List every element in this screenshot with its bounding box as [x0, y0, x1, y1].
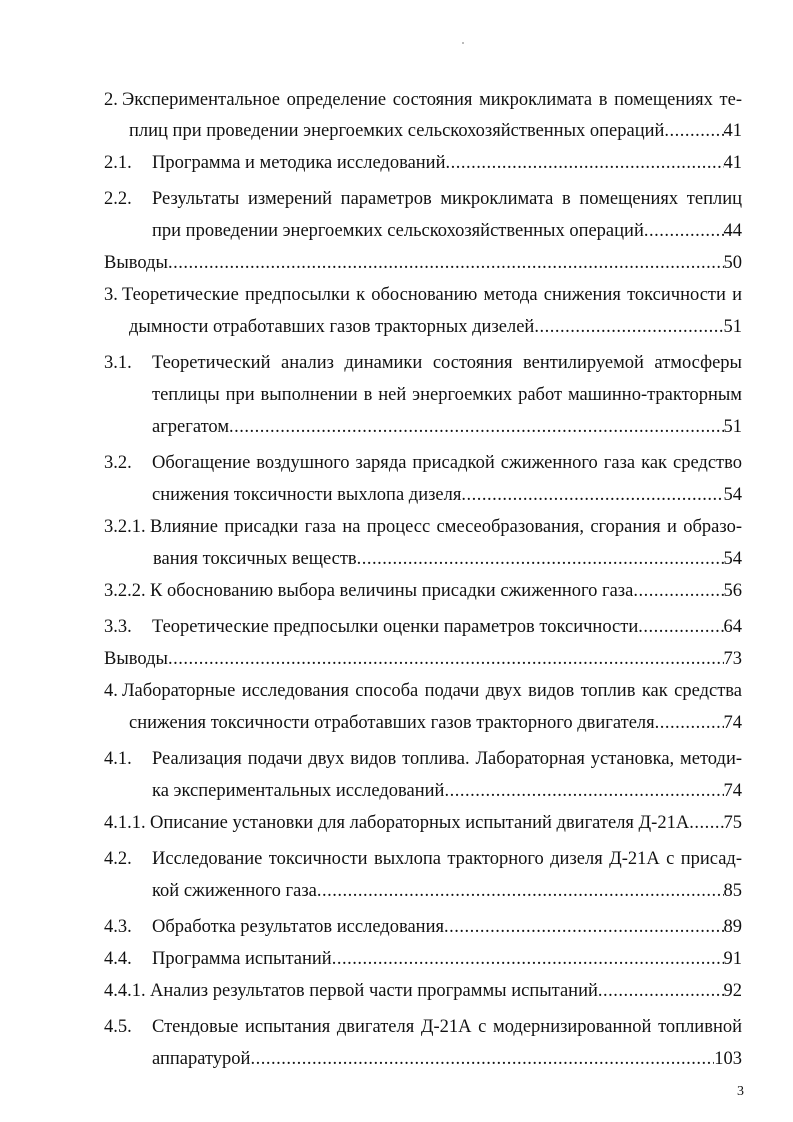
dot-leader — [461, 479, 723, 511]
toc-line — [104, 511, 742, 543]
toc-entry-number: 3.2.1. — [104, 517, 146, 537]
toc-entry-title: Стендовые испытания двигателя Д-21А с модернизированной топливной — [152, 1017, 742, 1037]
toc-entry-title: кой сжиженного газа — [152, 881, 317, 901]
toc-line — [104, 943, 742, 975]
toc-page-number: 54 — [723, 549, 742, 569]
toc-entry-title: Реализация подачи двух видов топлива. Лабораторная установка, методи- — [152, 749, 742, 769]
toc-entry-number: 4.3. — [104, 917, 132, 937]
dot-leader — [445, 147, 723, 179]
toc-page-number: 103 — [714, 1049, 742, 1069]
toc-entry-number: 3.2. — [104, 453, 132, 473]
toc-entry-number: 2.2. — [104, 189, 132, 209]
toc-line — [104, 447, 742, 479]
scan-mark — [462, 42, 464, 44]
toc-page-number: 91 — [723, 949, 742, 969]
toc-entry-title: Программа и методика исследований — [152, 153, 446, 173]
toc-entry-number: 4.2. — [104, 849, 132, 869]
toc-page-number: 74 — [723, 781, 742, 801]
toc-entry-title: снижения токсичности выхлопа дизеля — [152, 485, 462, 505]
toc-entry-title: при проведении энергоемких сельскохозяйственных операций — [152, 221, 644, 241]
toc-page-number: 64 — [723, 617, 742, 637]
toc-entry-title: плиц при проведении энергоемких сельскохозяйственных операций — [129, 121, 665, 141]
toc-entry-title: Теоретический анализ динамики состояния вентилируемой атмосферы — [152, 353, 742, 373]
toc-entry-title: агрегатом — [152, 417, 230, 437]
dot-leader — [638, 611, 723, 643]
toc-entry-number: 3.1. — [104, 353, 132, 373]
toc-entry-title: К обоснованию выбора величины присадки сжиженного газа — [150, 581, 634, 601]
toc-entry-title: Выводы — [104, 649, 168, 669]
dot-leader — [655, 707, 724, 739]
dot-leader — [444, 775, 723, 807]
toc-page-number: 92 — [723, 981, 742, 1001]
dot-leader — [332, 943, 724, 975]
toc-line — [104, 183, 742, 215]
toc-line — [104, 575, 742, 607]
toc-line — [104, 379, 742, 411]
toc-entry-number: 3. — [104, 285, 118, 305]
toc-page-number: 54 — [723, 485, 742, 505]
toc-entry-title: Влияние присадки газа на процесс смесеобразования, сгорания и образо- — [150, 517, 742, 537]
toc-entry-number: 3.3. — [104, 617, 132, 637]
toc-page-number: 51 — [723, 317, 742, 337]
toc-line — [104, 1043, 742, 1075]
toc-line — [104, 115, 742, 147]
toc-entry-number: 4.5. — [104, 1017, 132, 1037]
toc-entry-title: Программа испытаний — [152, 949, 332, 969]
toc-entry-title: Выводы — [104, 253, 168, 273]
toc-page-number: 89 — [723, 917, 742, 937]
toc-page-number: 73 — [723, 649, 742, 669]
toc-line — [104, 911, 742, 943]
toc-line — [104, 147, 742, 179]
toc-entry-number: 4. — [104, 681, 118, 701]
toc-entry-title: Описание установки для лабораторных испытаний двигателя Д-21А — [150, 813, 690, 833]
toc-page-number: 41 — [723, 153, 742, 173]
toc-line — [104, 807, 742, 839]
toc-line — [104, 643, 742, 675]
dot-leader — [664, 115, 723, 147]
toc-entry-title: Экспериментальное определение состояния микроклимата в помещениях те- — [122, 90, 742, 110]
toc-entry-number: 2. — [104, 90, 118, 110]
dot-leader — [357, 543, 724, 575]
toc-entry-number: 4.1. — [104, 749, 132, 769]
toc-line — [104, 84, 742, 116]
toc-entry-title: теплицы при выполнении в ней энергоемких работ машинно-тракторным — [152, 385, 742, 405]
toc-entry-title: Исследование токсичности выхлопа тракторного дизеля Д-21А с присад- — [152, 849, 742, 869]
toc-entry-number: 3.2.2. — [104, 581, 146, 601]
toc-entry-number: 4.4. — [104, 949, 132, 969]
dot-leader — [633, 575, 723, 607]
toc-page-number: 75 — [723, 813, 742, 833]
toc-entry-title: аппаратурой — [152, 1049, 251, 1069]
toc-entry-title: Теоретические предпосылки оценки параметров токсичности — [152, 617, 639, 637]
toc-entry-title: вания токсичных веществ — [153, 549, 357, 569]
dot-leader — [317, 875, 724, 907]
toc-line — [104, 975, 742, 1007]
toc-line — [104, 743, 742, 775]
dot-leader — [168, 247, 724, 279]
toc-line — [104, 347, 742, 379]
toc-page-number: 44 — [723, 221, 742, 241]
dot-leader — [444, 911, 724, 943]
dot-leader — [598, 975, 724, 1007]
dot-leader — [534, 311, 723, 343]
toc-line — [104, 1011, 742, 1043]
dot-leader — [689, 807, 723, 839]
toc-entry-title: дымности отработавших газов тракторных дизелей — [129, 317, 535, 337]
toc-line — [104, 707, 742, 739]
toc-line — [104, 479, 742, 511]
toc-page-number: 50 — [723, 253, 742, 273]
toc-line — [104, 215, 742, 247]
toc-entry-title: Теоретические предпосылки к обоснованию метода снижения токсичности и — [122, 285, 742, 305]
toc-entry-title: ка экспериментальных исследований — [152, 781, 445, 801]
toc-entry-title: Обогащение воздушного заряда присадкой сжиженного газа как средство — [152, 453, 742, 473]
toc-page-number: 51 — [723, 417, 742, 437]
toc-line — [104, 843, 742, 875]
toc-entry-number: 2.1. — [104, 153, 132, 173]
toc-line — [104, 279, 742, 311]
toc-page-number: 85 — [723, 881, 742, 901]
dot-leader — [644, 215, 724, 247]
toc-line — [104, 543, 742, 575]
dot-leader — [168, 643, 724, 675]
toc-entry-title: снижения токсичности отработавших газов тракторного двигателя — [129, 713, 655, 733]
toc-entry-number: 4.1.1. — [104, 813, 146, 833]
toc-entry-title: Обработка результатов исследования — [152, 917, 444, 937]
toc-line — [104, 411, 742, 443]
toc-entry-title: Лабораторные исследования способа подачи двух видов топлив как средства — [122, 681, 742, 701]
toc-page-number: 56 — [723, 581, 742, 601]
toc-entry-title: Анализ результатов первой части программы испытаний — [150, 981, 598, 1001]
toc-line — [104, 775, 742, 807]
toc-line — [104, 247, 742, 279]
toc-line — [104, 311, 742, 343]
toc-entry-title: Результаты измерений параметров микроклимата в помещениях теплиц — [152, 189, 742, 209]
toc-line — [104, 675, 742, 707]
page-number: 3 — [737, 1084, 744, 1099]
toc-entry-number: 4.4.1. — [104, 981, 146, 1001]
dot-leader — [229, 411, 723, 443]
toc-page-number: 41 — [723, 121, 742, 141]
toc-line — [104, 611, 742, 643]
dot-leader — [250, 1043, 714, 1075]
toc-line — [104, 875, 742, 907]
toc-page-number: 74 — [723, 713, 742, 733]
